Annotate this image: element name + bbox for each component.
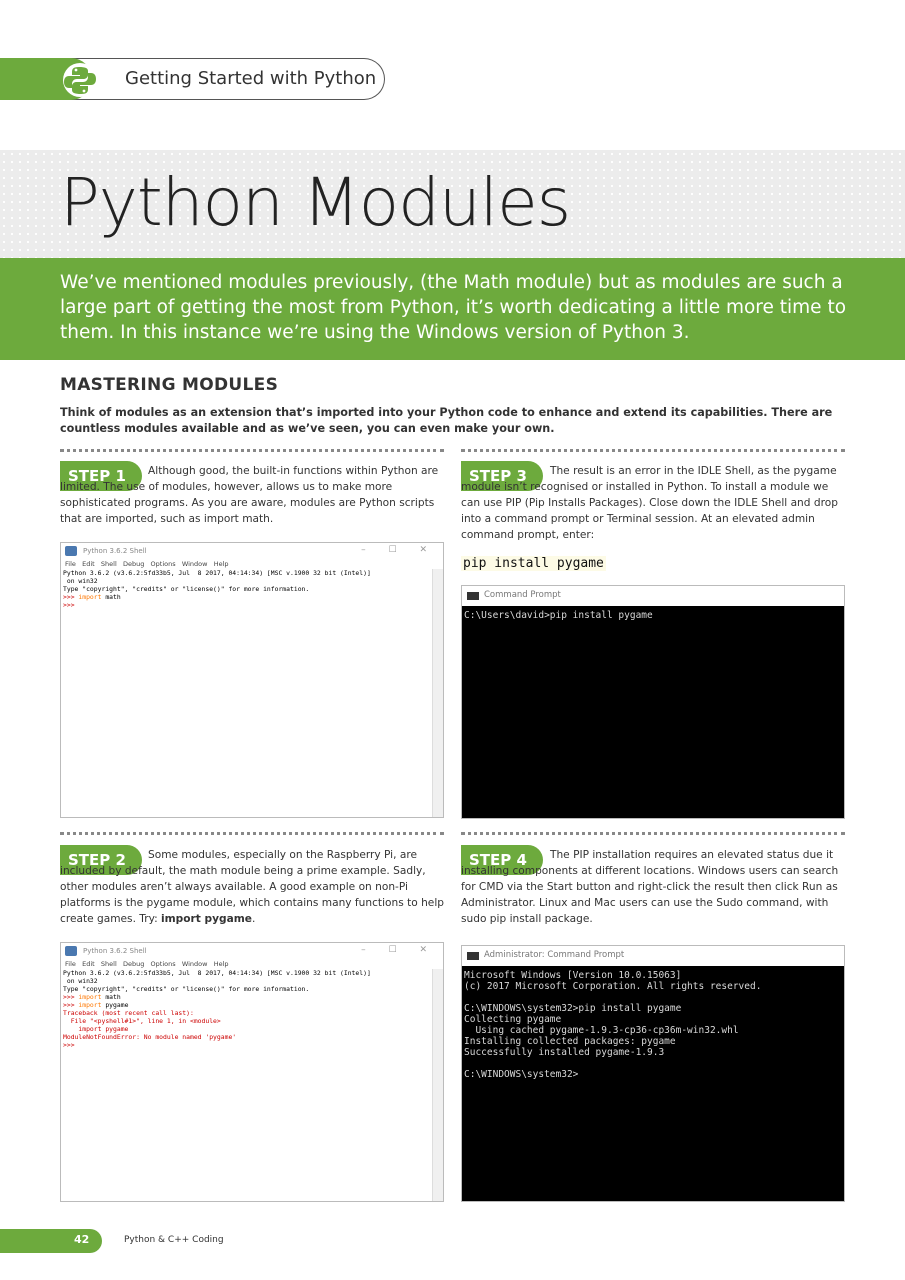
page-title: Python Modules — [60, 164, 571, 241]
shell-prompt: >>> — [63, 1001, 79, 1009]
menu-bar — [65, 560, 229, 568]
step-2-text-end: . — [251, 913, 256, 925]
cmd-line: (c) 2017 Microsoft Corporation. All rights reserved. — [464, 981, 762, 992]
window-controls[interactable]: – ☐ ✕ — [361, 945, 437, 955]
cmd-output[interactable] — [464, 610, 840, 816]
step-2-text-code: import pygame — [161, 913, 252, 925]
shell-keyword: import — [78, 593, 102, 601]
cmd-icon — [467, 592, 479, 600]
cmd-line: Using cached pygame-1.9.3-cp36-cp36m-win32.whl — [464, 1025, 739, 1036]
menu-item-window[interactable]: Window — [181, 960, 208, 968]
python-file-icon — [65, 946, 77, 956]
section-heading: MASTERING MODULES — [60, 375, 279, 395]
shell-keyword: import — [78, 1001, 102, 1009]
footer-book-title: Python & C++ Coding — [124, 1235, 224, 1245]
python-file-icon — [65, 546, 77, 556]
section-header-title: Getting Started with Python — [125, 68, 377, 89]
window-titlebar — [462, 946, 844, 966]
cmd-line: Microsoft Windows [Version 10.0.15063] — [464, 970, 682, 981]
traceback-line: import pygame — [63, 1025, 129, 1033]
scrollbar[interactable] — [432, 569, 443, 817]
shell-output[interactable] — [63, 569, 431, 815]
step-2-badge: STEP 2 — [60, 845, 142, 875]
shell-line: on win32 — [63, 977, 98, 985]
shell-code: math — [101, 593, 121, 601]
cmd-line: Collecting pygame — [464, 1014, 562, 1025]
separator — [60, 832, 444, 835]
shell-code: math — [101, 993, 121, 1001]
traceback-error: ModuleNotFoundError: No module named 'pygame' — [63, 1033, 237, 1041]
shell-line: Type "copyright", "credits" or "license()" for more information. — [63, 985, 310, 993]
step-2-text-main: Some modules, especially on the Raspberry Pi, are included by default, the math module being a prime example. Sadly, other modules aren’t always available. A good example on non-Pi platforms is the pygame module, which contains many functions to help create games. Try: — [60, 849, 444, 925]
separator — [60, 449, 444, 452]
separator — [461, 449, 845, 452]
traceback-line: Traceback (most recent call last): — [63, 1009, 194, 1017]
cmd-line: C:\Users\david>pip install pygame — [464, 610, 653, 621]
shell-output[interactable] — [63, 969, 431, 1199]
shell-line: Python 3.6.2 (v3.6.2:5fd33b5, Jul 8 2017, 04:14:34) [MSC v.1900 32 bit (Intel)] — [63, 969, 371, 977]
shell-prompt: >>> — [63, 1041, 75, 1049]
shell-line: on win32 — [63, 577, 98, 585]
shell-prompt: >>> — [63, 993, 79, 1001]
step-2-text — [60, 847, 444, 927]
separator — [461, 832, 845, 835]
shell-prompt: >>> — [63, 601, 75, 609]
cmd-line: C:\WINDOWS\system32>pip install pygame — [464, 1003, 682, 1014]
step-3-badge: STEP 3 — [461, 461, 543, 491]
menu-item-options[interactable]: Options — [150, 960, 176, 968]
python-logo-icon — [58, 61, 102, 99]
menu-item-file[interactable]: File — [65, 560, 76, 568]
menu-bar — [65, 960, 229, 968]
section-description: Think of modules as an extension that’s imported into your Python code to enhance and extend its capabilities. There are countless modules available and as we’ve seen, you can even make your own. — [60, 406, 833, 435]
menu-item-shell[interactable]: Shell — [100, 960, 117, 968]
menu-item-shell[interactable]: Shell — [100, 560, 117, 568]
step-4-badge: STEP 4 — [461, 845, 543, 875]
idle-shell-window-2 — [60, 942, 444, 1202]
traceback-line: File "<pyshell#1>", line 1, in <module> — [63, 1017, 221, 1025]
menu-item-debug[interactable]: Debug — [122, 560, 145, 568]
step-1-badge: STEP 1 — [60, 461, 142, 491]
cmd-line: C:\WINDOWS\system32> — [464, 1069, 579, 1080]
menu-item-file[interactable]: File — [65, 960, 76, 968]
menu-item-options[interactable]: Options — [150, 560, 176, 568]
window-title: Administrator: Command Prompt — [484, 950, 625, 960]
menu-item-help[interactable]: Help — [213, 560, 229, 568]
intro-text: We’ve mentioned modules previously, (the Math module) but as modules are such a large part of getting the most from Python, it’s worth dedicating a little more time to them. In this instance we’re using the Windows version of Python 3. — [60, 272, 847, 343]
menu-item-help[interactable]: Help — [213, 960, 229, 968]
window-title: Python 3.6.2 Shell — [83, 947, 147, 955]
shell-keyword: import — [78, 993, 102, 1001]
cmd-icon — [467, 952, 479, 960]
window-titlebar — [462, 586, 844, 606]
menu-item-edit[interactable]: Edit — [82, 560, 95, 568]
menu-item-window[interactable]: Window — [181, 560, 208, 568]
step-4-text: The PIP installation requires an elevated status due it installing components at different locations. Windows users can search for CMD via the Start button and right-click the result then click Run as Administrator. Linux and Mac users can use the Sudo command, with sudo pip install package. — [461, 849, 839, 925]
shell-prompt: >>> — [63, 593, 79, 601]
scrollbar[interactable] — [432, 969, 443, 1201]
command-prompt-window-2 — [461, 945, 845, 1202]
idle-shell-window-1 — [60, 542, 444, 818]
menu-item-debug[interactable]: Debug — [122, 960, 145, 968]
window-title: Command Prompt — [484, 590, 561, 600]
cmd-output[interactable] — [464, 970, 840, 1199]
shell-code: pygame — [101, 1001, 129, 1009]
cmd-line: Installing collected packages: pygame — [464, 1036, 676, 1047]
shell-line: Python 3.6.2 (v3.6.2:5fd33b5, Jul 8 2017, 04:14:34) [MSC v.1900 32 bit (Intel)] — [63, 569, 371, 577]
shell-line: Type "copyright", "credits" or "license()" for more information. — [63, 585, 310, 593]
cmd-line: Successfully installed pygame-1.9.3 — [464, 1047, 665, 1058]
window-title: Python 3.6.2 Shell — [83, 547, 147, 555]
step-1-text: Although good, the built-in functions within Python are limited. The use of modules, however, allows us to make more sophisticated programs. As you are aware, modules are Python scripts that are imported, such as import math. — [60, 465, 439, 525]
page-number: 42 — [74, 1233, 90, 1246]
window-controls[interactable]: – ☐ ✕ — [361, 545, 437, 555]
pip-command: pip install pygame — [463, 556, 604, 571]
menu-item-edit[interactable]: Edit — [82, 960, 95, 968]
step-3-text: The result is an error in the IDLE Shell, as the pygame module isn’t recognised or installed in Python. To install a module we can use PIP (Pip Installs Packages). Close down the IDLE Shell and drop into a command prompt or Terminal session. At an elevated admin command prompt, enter: — [461, 465, 838, 541]
command-prompt-window-1 — [461, 585, 845, 819]
